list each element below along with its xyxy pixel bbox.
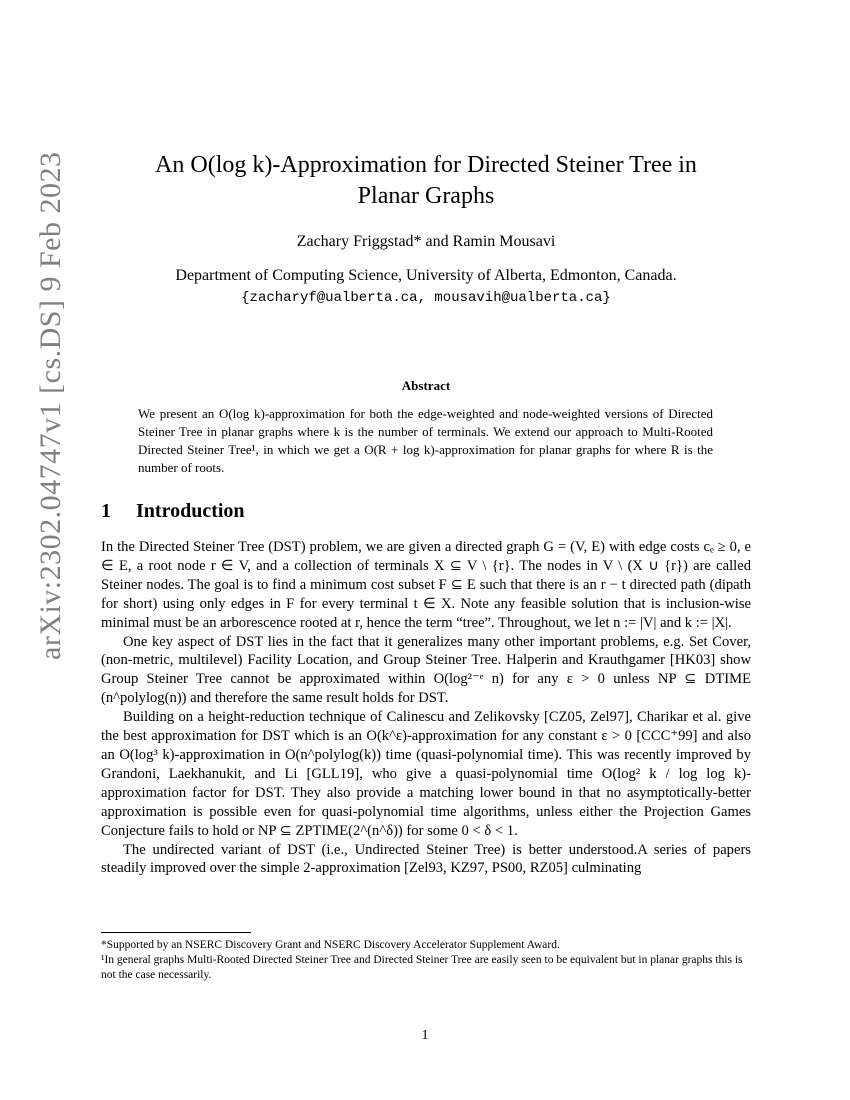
section-number: 1 <box>101 500 111 522</box>
arxiv-stamp-text: arXiv:2302.04747v1 [cs.DS] 9 Feb 2023 <box>34 151 67 660</box>
paragraph: In the Directed Steiner Tree (DST) problem, we are given a directed graph G = (V, E) with edge costs cₑ ≥ 0, e ∈ E, a root node r ∈ V, and a collection of terminals X ⊆ V \ {r}. The nodes in V \ (X ∪ {r}) are called Steiner nodes. The goal is to find a minimum cost subset F ⊆ E such that there is an r − t directed path (dipath for short) using only edges in F for every terminal t ∈ X. Note any feasible solution that is inclusion-wise minimal must be an arborescence rooted at r, hence the term “tree”. Throughout, we let n := |V| and k := |X|. <box>101 539 751 631</box>
affiliation-block <box>101 265 751 309</box>
section-heading <box>101 500 751 523</box>
footnote: ¹In general graphs Multi-Rooted Directed Steiner Tree and Directed Steiner Tree are easily seen to be equivalent but in planar graphs this is not the case necessarily. <box>101 954 743 981</box>
intro-body <box>101 538 751 878</box>
title-line-2: Planar Graphs <box>357 183 495 209</box>
abstract-text: We present an O(log k)-approximation for both the edge-weighted and node-weighted versions of Directed Steiner Tree in planar graphs where k is the number of terminals. We extend our approach to Multi-Rooted Directed Steiner Tree¹, in which we get a O(R + log k)-approximation for planar graphs for where R is the number of roots. <box>138 406 713 475</box>
paragraph: The undirected variant of DST (i.e., Undirected Steiner Tree) is better understood.A series of papers steadily improved over the simple 2-approximation [Zel93, KZ97, PS00, RZ05] culminating <box>101 841 751 877</box>
author-emails[interactable]: {zacharyf@ualberta.ca, mousavih@ualberta.ca} <box>241 290 611 306</box>
page-number: 1 <box>421 1028 429 1043</box>
footnotes <box>101 938 751 983</box>
paragraph: One key aspect of DST lies in the fact that it generalizes many other important problems, e.g. Set Cover, (non-metric, multilevel) Facility Location, and Group Steiner Tree. Halperin and Krauthgamer [HK03] show Group Steiner Tree cannot be approximated within O(log²⁻ᵉ n) for any ε > 0 unless NP ⊆ DTIME (n^polylog(n)) and therefore the same result holds for DST. <box>101 633 751 707</box>
affiliation: Department of Computing Science, University of Alberta, Edmonton, Canada. <box>175 267 677 284</box>
authors: Zachary Friggstad* and Ramin Mousavi <box>296 233 556 250</box>
section-title: Introduction <box>136 500 245 522</box>
paragraph: Building on a height-reduction technique of Calinescu and Zelikovsky [CZ05, Zel97], Charikar et al. give the best approximation for DST which is an O(k^ε)-approximation for any constant ε > 0 [CCC⁺99] and also an O(log³ k)-approximation in O(n^polylog(k)) time (quasi-polynomial time). This was recently improved by Grandoni, Laekhanukit, and Li [GLL19], who give a quasi-polynomial time O(log² k / log log k)-approximation factor for DST. They also provide a matching lower bound in that no asymptotically-better approximation is possible even for quasi-polynomial time algorithms, unless either the Projection Games Conjecture fails to hold or NP ⊆ ZPTIME(2^(n^δ)) for some 0 < δ < 1. <box>101 709 751 839</box>
title-line-1: An O(log k)-Approximation for Directed Steiner Tree in <box>155 152 697 178</box>
footnote: *Supported by an NSERC Discovery Grant and NSERC Discovery Accelerator Supplement Award. <box>101 939 560 951</box>
abstract-heading: Abstract <box>401 378 451 393</box>
paper-title <box>101 150 751 212</box>
footnote-divider <box>101 932 251 933</box>
